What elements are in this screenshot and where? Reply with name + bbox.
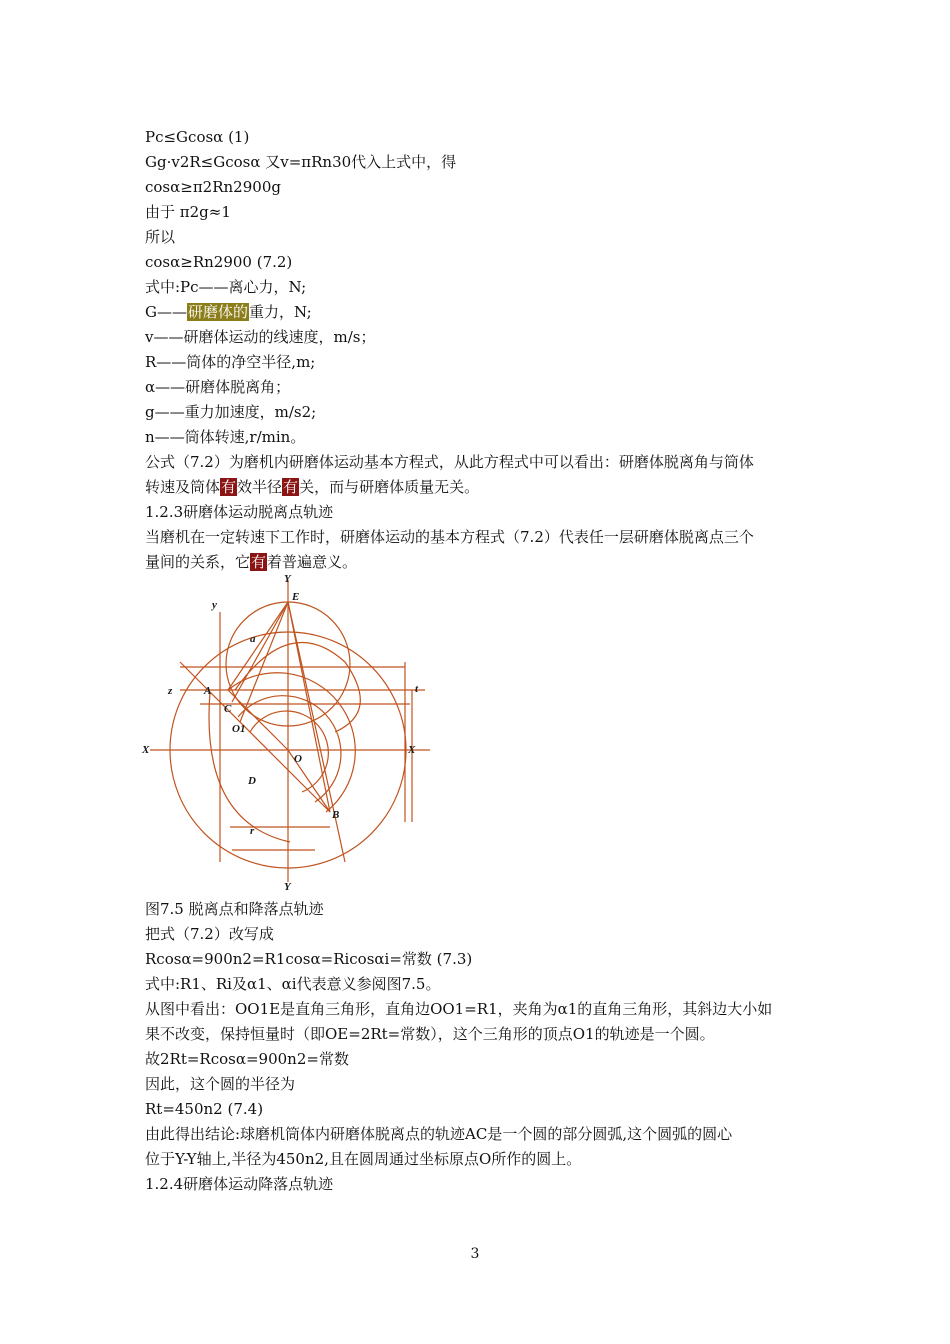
conclusion-line-2: 位于Y-Y轴上,半径为450n2,且在圆周通过坐标原点O所作的圆上。 [145, 1150, 582, 1168]
para1-part-c: 关，而与研磨体质量无关。 [299, 478, 480, 496]
formula-2rt: 故2Rt=Rcosα=900n2=常数 [145, 1050, 349, 1068]
label-x-right: X [408, 744, 416, 756]
text-line-so: 所以 [145, 228, 176, 246]
label-origin: O [294, 753, 302, 765]
formula-line-3: cosα≥π2Rn2900g [145, 178, 281, 196]
radius-line-a [228, 690, 288, 750]
definition-pc: 式中:Pc——离心力，N; [145, 278, 307, 296]
paragraph-2-line-2 [145, 551, 357, 573]
paragraph-3-line-1: 从图中看出：OO1E是直角三角形，直角边OO1=R1，夹角为α1的直角三角形，其斜边大小如 [145, 1000, 773, 1018]
section-heading-1-2-4: 1.2.4研磨体运动降落点轨迹 [145, 1175, 334, 1193]
label-r: r [250, 825, 255, 837]
definition-r: R——筒体的净空半径,m; [145, 353, 316, 371]
conclusion-line-1: 由此得出结论:球磨机筒体内研磨体脱离点的轨迹AC是一个圆的部分圆弧,这个圆弧的圆心 [145, 1125, 733, 1143]
definition-n: n——筒体转速,r/min。 [145, 428, 306, 446]
text-therefore-radius: 因此，这个圆的半径为 [145, 1075, 296, 1093]
highlight-you-1: 有 [221, 478, 237, 496]
label-point-e: E [292, 591, 300, 603]
rewrite-intro: 把式（7.2）改写成 [145, 925, 274, 943]
label-point-b: B [332, 809, 340, 821]
paragraph-3-line-2: 果不改变，保持恒量时（即OE=2Rt=常数），这个三角形的顶点O1的轨迹是一个圆。 [145, 1025, 715, 1043]
formula-line-7-2: cosα≥Rn2900 (7.2) [145, 253, 293, 271]
label-x-left: X [142, 744, 150, 756]
formula-line-4: 由于 π2g≈1 [145, 203, 231, 221]
definition-alpha: α——研磨体脱离角； [145, 378, 291, 396]
highlight-you-3: 有 [251, 553, 267, 571]
label-point-c: C [224, 703, 232, 715]
paragraph-1-line-1: 公式（7.2）为磨机内研磨体运动基本方程式，从此方程式中可以看出：研磨体脱离角与筒体 [145, 453, 754, 471]
label-a: a [250, 633, 256, 645]
formula-7-3-note: 式中:R1、Ri及α1、αi代表意义参阅图7.5。 [145, 975, 441, 993]
formula-line-2: Gg·v2R≤Gcosα 又v=πRn30代入上式中，得 [145, 153, 457, 171]
g-prefix: G—— [145, 303, 187, 321]
formula-line-1: Pc≤Gcosα (1) [145, 128, 250, 146]
highlight-grinding-body: 研磨体的 [187, 303, 248, 321]
section-heading-1-2-3: 1.2.3研磨体运动脱离点轨迹 [145, 503, 334, 521]
g-suffix: 重力，N; [249, 303, 312, 321]
figure-7-5-trajectory-diagram [140, 572, 440, 892]
formula-7-3: Rcosα=900n2=R1cosα=Ricosαi=常数 (7.3) [145, 950, 473, 968]
formula-7-4: Rt=450n2 (7.4) [145, 1100, 264, 1118]
definition-g-accel: g——重力加速度，m/s2; [145, 403, 317, 421]
label-point-d: D [248, 775, 256, 787]
label-point-a: A [204, 685, 212, 697]
para1-part-a: 转速及筒体 [145, 478, 221, 496]
paragraph-1-line-2 [145, 476, 479, 498]
ray-line-2 [232, 602, 288, 702]
label-t: t [415, 683, 419, 695]
para1-part-b: 效半径 [237, 478, 283, 496]
label-z: z [168, 685, 173, 697]
page-number: 3 [470, 1246, 480, 1262]
definition-g-weight [145, 301, 312, 323]
trajectory-diagram-svg [140, 572, 440, 892]
paragraph-2-line-1: 当磨机在一定转速下工作时，研磨体运动的基本方程式（7.2）代表任一层研磨体脱离点三个 [145, 528, 754, 546]
label-y-top: Y [284, 573, 291, 585]
left-envelope-curve [209, 692, 290, 842]
label-y-bottom: Y [284, 881, 291, 892]
definition-v: v——研磨体运动的线速度，m/s； [145, 328, 376, 346]
para2-part-a: 量间的关系，它 [145, 553, 251, 571]
label-point-o1: O1 [232, 723, 246, 735]
label-y-small: y [212, 599, 217, 611]
trajectory-arc-outer [228, 673, 355, 812]
para2-part-b: 着普遍意义。 [267, 553, 358, 571]
highlight-you-2: 有 [283, 478, 299, 496]
figure-caption: 图7.5 脱离点和降落点轨迹 [145, 900, 324, 918]
